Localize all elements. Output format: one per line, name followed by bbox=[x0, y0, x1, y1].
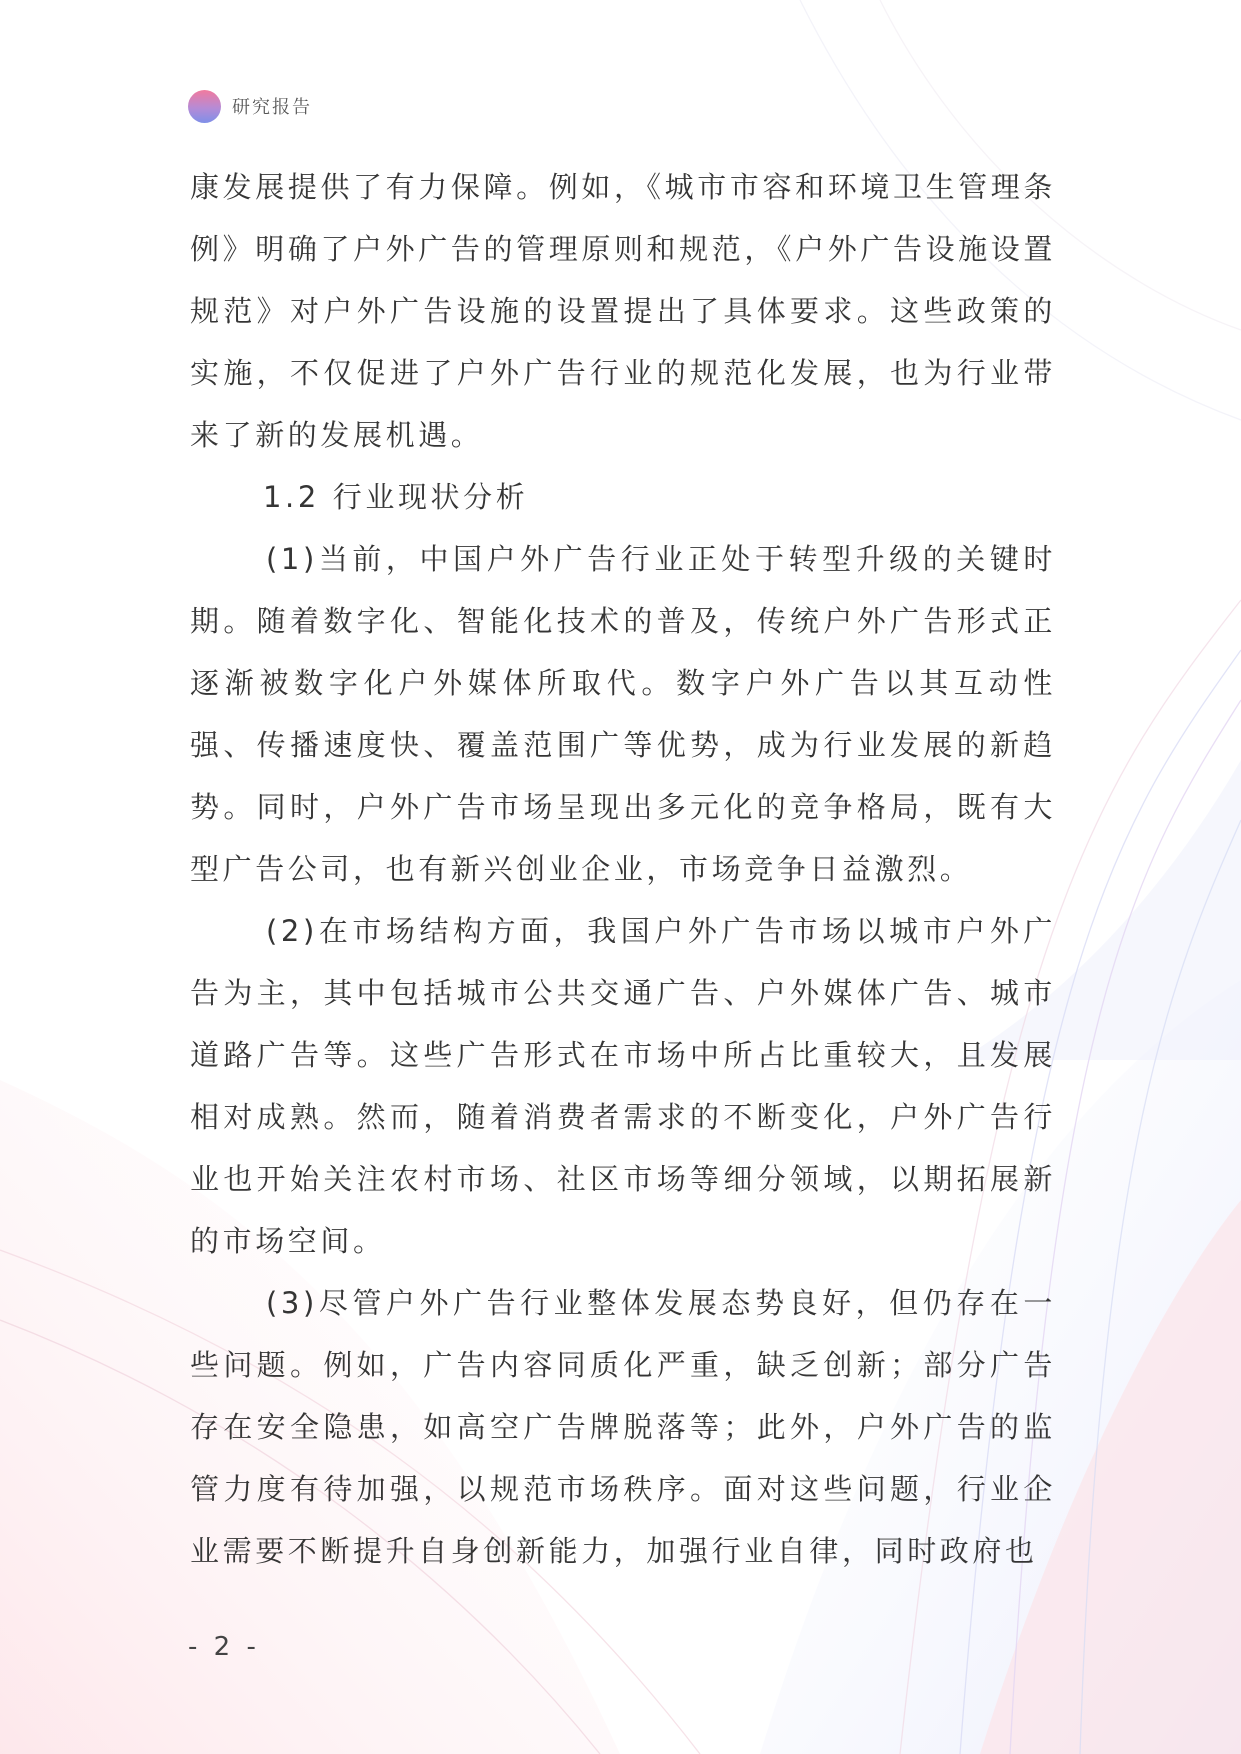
section-heading: 1.2 行业现状分析 bbox=[263, 480, 529, 514]
paragraph-3: (3)尽管户外广告行业整体发展态势良好，但仍存在一些问题。例如，广告内容同质化严重，缺乏创新；部分广告存在安全隐患，如高空广告牌脱落等；此外，户外广告的监管力度有待加强，以规范市场秩序。面对这些问题，行业企业需要不断提升自身创新能力，加强行业自律，同时政府也 bbox=[190, 1286, 1056, 1568]
header-title: 研究报告 bbox=[232, 97, 312, 118]
paragraph-1: (1)当前，中国户外广告行业正处于转型升级的关键时期。随着数字化、智能化技术的普及，传统户外广告形式正逐渐被数字化户外媒体所取代。数字户外广告以其互动性强、传播速度快、覆盖范围广等优势，成为行业发展的新趋势。同时，户外广告市场呈现出多元化的竞争格局，既有大型广告公司，也有新兴创业企业，市场竞争日益激烈。 bbox=[190, 542, 1056, 886]
page-header bbox=[188, 88, 312, 124]
document-body bbox=[190, 156, 1056, 1582]
paragraph-2: (2)在市场结构方面，我国户外广告市场以城市户外广告为主，其中包括城市公共交通广告、户外媒体广告、城市道路广告等。这些广告形式在市场中所占比重较大，且发展相对成熟。然而，随着消费者需求的不断变化，户外广告行业也开始关注农村市场、社区市场等细分领域，以期拓展新的市场空间。 bbox=[190, 914, 1056, 1258]
report-logo-icon bbox=[188, 90, 221, 123]
paragraph-continued: 康发展提供了有力保障。例如，《城市市容和环境卫生管理条例》明确了户外广告的管理原则和规范，《户外广告设施设置规范》对户外广告设施的设置提出了具体要求。这些政策的实施，不仅促进了户外广告行业的规范化发展，也为行业带来了新的发展机遇。 bbox=[190, 170, 1056, 452]
page-number: - 2 - bbox=[188, 1632, 260, 1662]
